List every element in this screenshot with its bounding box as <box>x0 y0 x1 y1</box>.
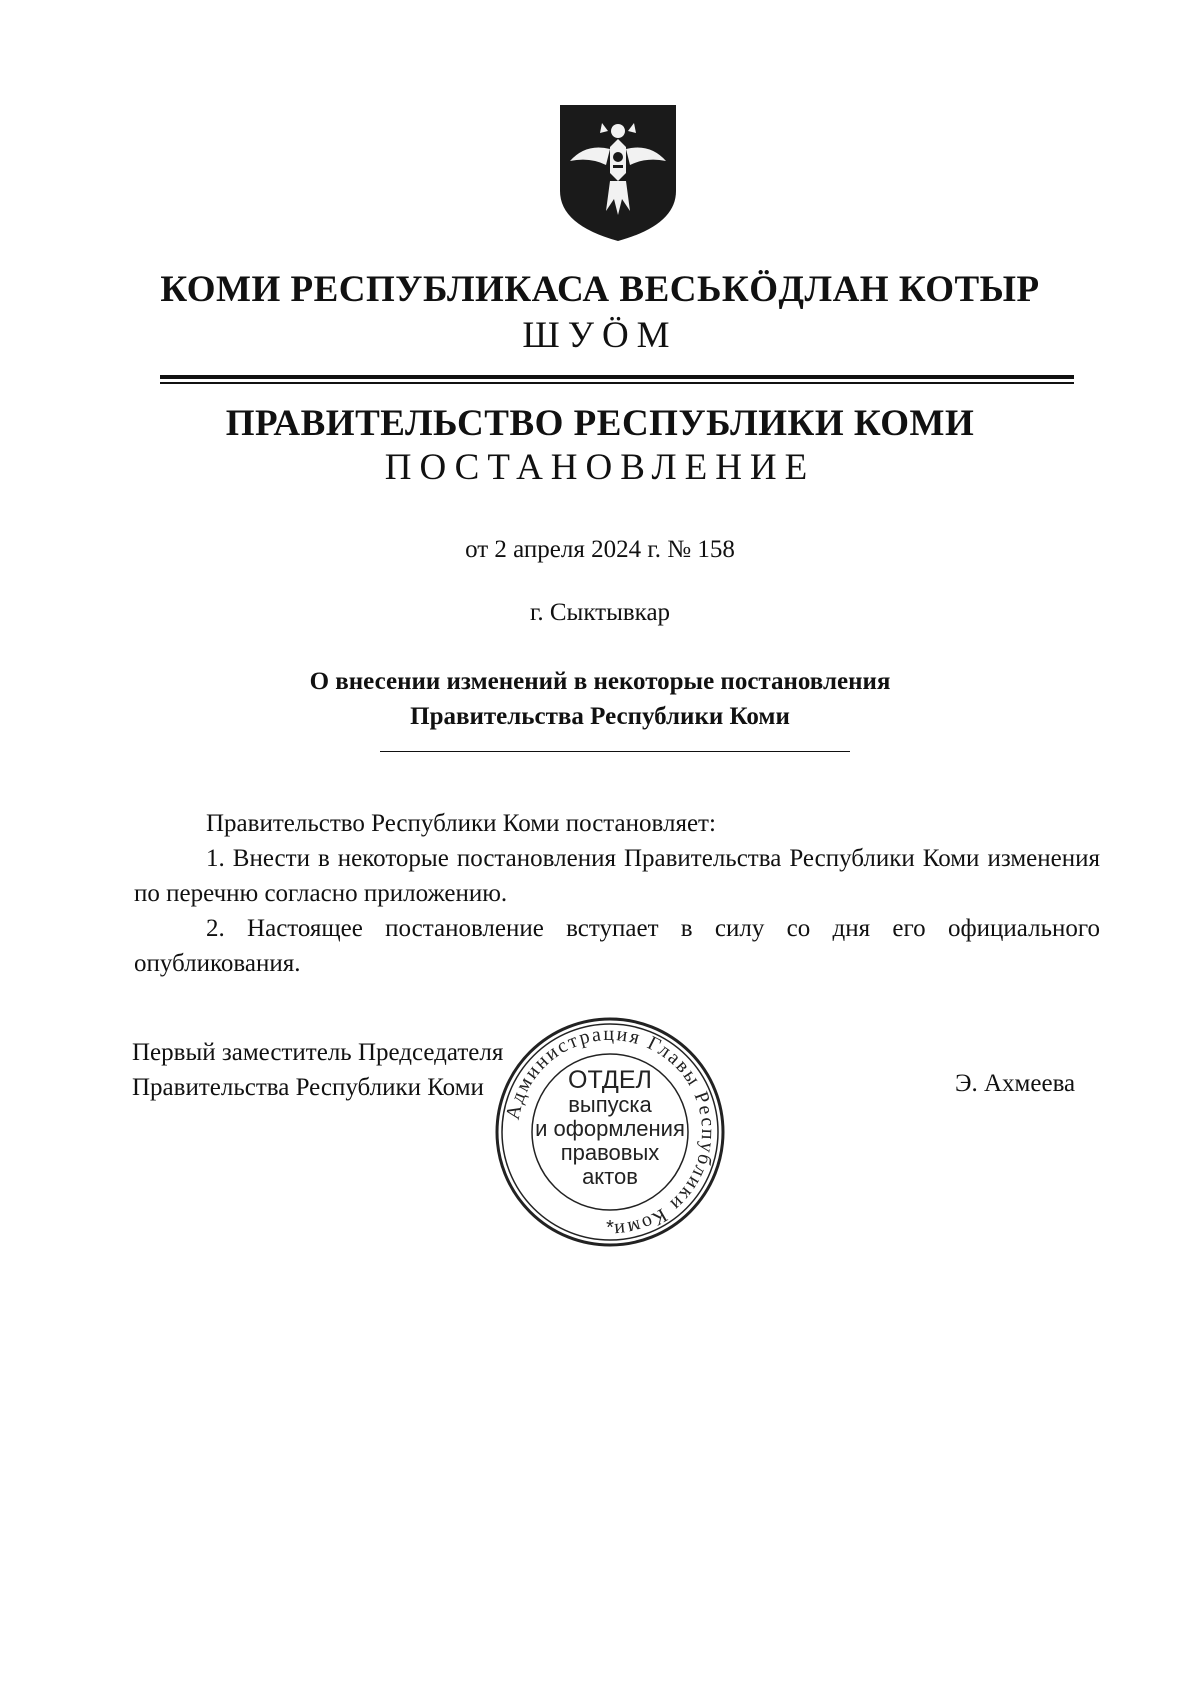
header-komi-title: КОМИ РЕСПУБЛИКАСА ВЕСЬКӦДЛАН КОТЫР <box>160 269 1040 310</box>
signatory-position-line-1: Первый заместитель Председателя <box>132 1039 504 1066</box>
document-subject <box>0 664 1200 734</box>
subject-line-2: Правительства Республики Коми <box>410 703 790 730</box>
stamp-line-1: ОТДЕЛ <box>568 1066 652 1094</box>
official-stamp <box>490 1012 730 1252</box>
document-body <box>134 806 1100 981</box>
body-item-1: 1. Внести в некоторые постановления Правительства Республики Коми изменения по перечню согласно приложению. <box>134 845 1100 907</box>
header-russian-title: ПРАВИТЕЛЬСТВО РЕСПУБЛИКИ КОМИ <box>225 403 975 444</box>
signatory-position-line-2: Правительства Республики Коми <box>132 1074 484 1101</box>
body-intro: Правительство Республики Коми постановляет: <box>206 810 716 837</box>
document-city: г. Сыктывкар <box>529 599 671 626</box>
stamp-line-2: выпуска <box>568 1092 652 1117</box>
stamp-line-5: актов <box>582 1164 638 1189</box>
body-item-2: 2. Настоящее постановление вступает в силу со дня его официального опубликования. <box>134 915 1100 977</box>
subject-line-1: О внесении изменений в некоторые постановления <box>309 668 891 695</box>
subject-underline <box>380 751 850 752</box>
header-russian-subtitle: ПОСТАНОВЛЕНИЕ <box>384 447 816 488</box>
stamp-ring-text: Администрация Главы Республики Коми <box>501 1022 720 1242</box>
stamp-line-4: правовых <box>560 1140 660 1165</box>
coat-of-arms-icon <box>556 103 680 243</box>
stamp-star-icon: * <box>606 1217 614 1239</box>
header-divider-thin <box>160 382 1074 384</box>
document-date-number: от 2 апреля 2024 г. № 158 <box>465 536 735 563</box>
signatory-name: Э. Ахмеева <box>955 1070 1076 1097</box>
header-komi-subtitle: ШУӦМ <box>522 315 678 356</box>
stamp-line-3: и оформления <box>535 1116 685 1141</box>
header-divider <box>160 375 1074 379</box>
